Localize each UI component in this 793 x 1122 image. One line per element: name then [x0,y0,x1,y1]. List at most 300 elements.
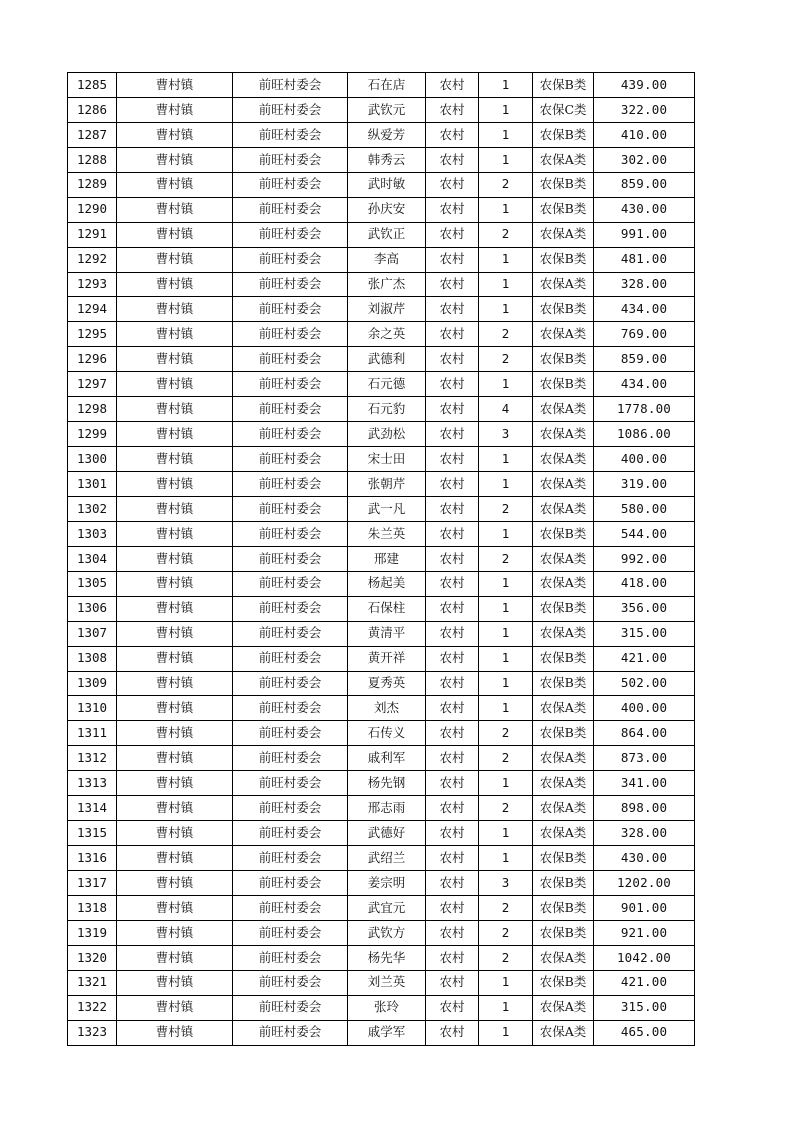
serial-number-cell: 1286 [68,97,117,122]
person-count-cell: 3 [479,871,533,896]
amount-cell: 992.00 [594,546,695,571]
amount-cell: 302.00 [594,147,695,172]
ledger-table [67,72,695,1046]
household-type-cell: 农村 [426,646,479,671]
amount-cell: 319.00 [594,472,695,497]
person-name-cell: 邢建 [348,546,426,571]
household-type-cell: 农村 [426,821,479,846]
village-cell: 前旺村委会 [233,447,348,472]
table-row [68,322,695,347]
village-cell: 前旺村委会 [233,821,348,846]
table-row [68,521,695,546]
category-cell: 农保A类 [533,147,594,172]
town-cell: 曹村镇 [117,871,233,896]
category-cell: 农保A类 [533,447,594,472]
category-cell: 农保B类 [533,721,594,746]
amount-cell: 859.00 [594,172,695,197]
amount-cell: 859.00 [594,347,695,372]
category-cell: 农保A类 [533,746,594,771]
category-cell: 农保A类 [533,546,594,571]
town-cell: 曹村镇 [117,172,233,197]
village-cell: 前旺村委会 [233,222,348,247]
category-cell: 农保B类 [533,297,594,322]
category-cell: 农保C类 [533,97,594,122]
person-name-cell: 石元豹 [348,397,426,422]
table-row [68,945,695,970]
person-name-cell: 余之英 [348,322,426,347]
village-cell: 前旺村委会 [233,1020,348,1045]
serial-number-cell: 1318 [68,895,117,920]
person-name-cell: 武钦元 [348,97,426,122]
category-cell: 农保B类 [533,521,594,546]
person-count-cell: 1 [479,97,533,122]
person-name-cell: 姜宗明 [348,871,426,896]
category-cell: 农保A类 [533,272,594,297]
person-name-cell: 武一凡 [348,496,426,521]
category-cell: 农保A类 [533,397,594,422]
household-type-cell: 农村 [426,147,479,172]
town-cell: 曹村镇 [117,721,233,746]
village-cell: 前旺村委会 [233,621,348,646]
table-row [68,472,695,497]
person-count-cell: 2 [479,945,533,970]
household-type-cell: 农村 [426,671,479,696]
serial-number-cell: 1312 [68,746,117,771]
household-type-cell: 农村 [426,447,479,472]
table-row [68,422,695,447]
table-row [68,920,695,945]
household-type-cell: 农村 [426,771,479,796]
village-cell: 前旺村委会 [233,671,348,696]
amount-cell: 873.00 [594,746,695,771]
amount-cell: 400.00 [594,696,695,721]
town-cell: 曹村镇 [117,447,233,472]
category-cell: 农保A类 [533,571,594,596]
table-row [68,671,695,696]
person-count-cell: 1 [479,197,533,222]
town-cell: 曹村镇 [117,945,233,970]
person-count-cell: 1 [479,73,533,98]
table-row [68,73,695,98]
category-cell: 农保A类 [533,1020,594,1045]
table-row [68,871,695,896]
household-type-cell: 农村 [426,945,479,970]
serial-number-cell: 1287 [68,122,117,147]
household-type-cell: 农村 [426,496,479,521]
amount-cell: 430.00 [594,197,695,222]
village-cell: 前旺村委会 [233,895,348,920]
household-type-cell: 农村 [426,970,479,995]
person-count-cell: 1 [479,771,533,796]
person-name-cell: 石元德 [348,372,426,397]
household-type-cell: 农村 [426,322,479,347]
table-row [68,122,695,147]
amount-cell: 434.00 [594,297,695,322]
village-cell: 前旺村委会 [233,322,348,347]
town-cell: 曹村镇 [117,272,233,297]
table-row [68,995,695,1020]
table-row [68,746,695,771]
household-type-cell: 农村 [426,372,479,397]
village-cell: 前旺村委会 [233,696,348,721]
village-cell: 前旺村委会 [233,796,348,821]
village-cell: 前旺村委会 [233,945,348,970]
amount-cell: 430.00 [594,846,695,871]
person-name-cell: 韩秀云 [348,147,426,172]
person-name-cell: 黄清平 [348,621,426,646]
town-cell: 曹村镇 [117,422,233,447]
table-row [68,796,695,821]
village-cell: 前旺村委会 [233,147,348,172]
table-row [68,247,695,272]
person-count-cell: 2 [479,222,533,247]
table-row [68,596,695,621]
table-row [68,771,695,796]
table-row [68,372,695,397]
ledger-body [68,73,695,1046]
amount-cell: 434.00 [594,372,695,397]
person-name-cell: 黄开祥 [348,646,426,671]
household-type-cell: 农村 [426,621,479,646]
village-cell: 前旺村委会 [233,871,348,896]
household-type-cell: 农村 [426,422,479,447]
serial-number-cell: 1305 [68,571,117,596]
household-type-cell: 农村 [426,920,479,945]
amount-cell: 356.00 [594,596,695,621]
person-name-cell: 戚利军 [348,746,426,771]
person-count-cell: 1 [479,472,533,497]
serial-number-cell: 1289 [68,172,117,197]
table-row [68,571,695,596]
table-row [68,496,695,521]
amount-cell: 322.00 [594,97,695,122]
household-type-cell: 农村 [426,172,479,197]
category-cell: 农保A类 [533,796,594,821]
household-type-cell: 农村 [426,796,479,821]
town-cell: 曹村镇 [117,97,233,122]
person-count-cell: 1 [479,821,533,846]
town-cell: 曹村镇 [117,571,233,596]
household-type-cell: 农村 [426,871,479,896]
village-cell: 前旺村委会 [233,97,348,122]
serial-number-cell: 1313 [68,771,117,796]
household-type-cell: 农村 [426,272,479,297]
town-cell: 曹村镇 [117,895,233,920]
household-type-cell: 农村 [426,895,479,920]
town-cell: 曹村镇 [117,796,233,821]
person-count-cell: 1 [479,247,533,272]
household-type-cell: 农村 [426,846,479,871]
amount-cell: 991.00 [594,222,695,247]
person-count-cell: 3 [479,422,533,447]
person-name-cell: 武绍兰 [348,846,426,871]
person-name-cell: 张朝芹 [348,472,426,497]
person-count-cell: 2 [479,496,533,521]
person-name-cell: 刘杰 [348,696,426,721]
amount-cell: 1778.00 [594,397,695,422]
serial-number-cell: 1319 [68,920,117,945]
village-cell: 前旺村委会 [233,746,348,771]
serial-number-cell: 1310 [68,696,117,721]
person-count-cell: 1 [479,621,533,646]
person-count-cell: 1 [479,272,533,297]
town-cell: 曹村镇 [117,546,233,571]
person-count-cell: 2 [479,920,533,945]
serial-number-cell: 1304 [68,546,117,571]
person-name-cell: 戚学军 [348,1020,426,1045]
amount-cell: 1042.00 [594,945,695,970]
person-count-cell: 2 [479,721,533,746]
person-name-cell: 朱兰英 [348,521,426,546]
serial-number-cell: 1311 [68,721,117,746]
town-cell: 曹村镇 [117,347,233,372]
household-type-cell: 农村 [426,122,479,147]
amount-cell: 315.00 [594,995,695,1020]
person-name-cell: 石传义 [348,721,426,746]
village-cell: 前旺村委会 [233,272,348,297]
table-row [68,821,695,846]
category-cell: 农保A类 [533,995,594,1020]
serial-number-cell: 1321 [68,970,117,995]
person-name-cell: 张广杰 [348,272,426,297]
person-count-cell: 1 [479,122,533,147]
household-type-cell: 农村 [426,73,479,98]
household-type-cell: 农村 [426,746,479,771]
table-row [68,621,695,646]
person-count-cell: 1 [479,297,533,322]
village-cell: 前旺村委会 [233,920,348,945]
table-row [68,846,695,871]
village-cell: 前旺村委会 [233,846,348,871]
village-cell: 前旺村委会 [233,197,348,222]
town-cell: 曹村镇 [117,247,233,272]
amount-cell: 1086.00 [594,422,695,447]
table-row [68,397,695,422]
serial-number-cell: 1323 [68,1020,117,1045]
category-cell: 农保B类 [533,970,594,995]
person-name-cell: 石在店 [348,73,426,98]
serial-number-cell: 1308 [68,646,117,671]
household-type-cell: 农村 [426,596,479,621]
village-cell: 前旺村委会 [233,247,348,272]
person-count-cell: 2 [479,746,533,771]
category-cell: 农保B类 [533,596,594,621]
serial-number-cell: 1292 [68,247,117,272]
amount-cell: 315.00 [594,621,695,646]
table-row [68,197,695,222]
village-cell: 前旺村委会 [233,496,348,521]
person-name-cell: 邢志雨 [348,796,426,821]
household-type-cell: 农村 [426,97,479,122]
category-cell: 农保A类 [533,222,594,247]
town-cell: 曹村镇 [117,1020,233,1045]
town-cell: 曹村镇 [117,846,233,871]
town-cell: 曹村镇 [117,771,233,796]
village-cell: 前旺村委会 [233,546,348,571]
town-cell: 曹村镇 [117,920,233,945]
person-name-cell: 杨先华 [348,945,426,970]
town-cell: 曹村镇 [117,995,233,1020]
person-name-cell: 纵爱芳 [348,122,426,147]
village-cell: 前旺村委会 [233,596,348,621]
amount-cell: 544.00 [594,521,695,546]
person-name-cell: 刘兰英 [348,970,426,995]
serial-number-cell: 1294 [68,297,117,322]
amount-cell: 901.00 [594,895,695,920]
serial-number-cell: 1306 [68,596,117,621]
household-type-cell: 农村 [426,397,479,422]
serial-number-cell: 1303 [68,521,117,546]
category-cell: 农保B类 [533,846,594,871]
amount-cell: 400.00 [594,447,695,472]
amount-cell: 421.00 [594,646,695,671]
household-type-cell: 农村 [426,1020,479,1045]
table-row [68,297,695,322]
amount-cell: 1202.00 [594,871,695,896]
category-cell: 农保A类 [533,472,594,497]
household-type-cell: 农村 [426,347,479,372]
serial-number-cell: 1309 [68,671,117,696]
household-type-cell: 农村 [426,546,479,571]
category-cell: 农保A类 [533,945,594,970]
table-row [68,347,695,372]
village-cell: 前旺村委会 [233,771,348,796]
table-row [68,546,695,571]
person-count-cell: 1 [479,521,533,546]
person-name-cell: 李高 [348,247,426,272]
amount-cell: 580.00 [594,496,695,521]
town-cell: 曹村镇 [117,122,233,147]
town-cell: 曹村镇 [117,970,233,995]
amount-cell: 864.00 [594,721,695,746]
person-count-cell: 1 [479,1020,533,1045]
town-cell: 曹村镇 [117,646,233,671]
category-cell: 农保A类 [533,696,594,721]
serial-number-cell: 1288 [68,147,117,172]
category-cell: 农保B类 [533,671,594,696]
category-cell: 农保B类 [533,871,594,896]
person-count-cell: 2 [479,796,533,821]
table-row [68,970,695,995]
person-count-cell: 1 [479,846,533,871]
serial-number-cell: 1285 [68,73,117,98]
category-cell: 农保A类 [533,821,594,846]
town-cell: 曹村镇 [117,147,233,172]
village-cell: 前旺村委会 [233,297,348,322]
town-cell: 曹村镇 [117,73,233,98]
household-type-cell: 农村 [426,696,479,721]
household-type-cell: 农村 [426,297,479,322]
amount-cell: 898.00 [594,796,695,821]
amount-cell: 328.00 [594,821,695,846]
household-type-cell: 农村 [426,721,479,746]
village-cell: 前旺村委会 [233,397,348,422]
person-name-cell: 武钦正 [348,222,426,247]
person-count-cell: 1 [479,696,533,721]
amount-cell: 769.00 [594,322,695,347]
person-name-cell: 武钦方 [348,920,426,945]
person-count-cell: 2 [479,546,533,571]
category-cell: 农保B类 [533,73,594,98]
village-cell: 前旺村委会 [233,172,348,197]
town-cell: 曹村镇 [117,671,233,696]
serial-number-cell: 1296 [68,347,117,372]
table-row [68,222,695,247]
person-name-cell: 武劲松 [348,422,426,447]
amount-cell: 421.00 [594,970,695,995]
serial-number-cell: 1314 [68,796,117,821]
town-cell: 曹村镇 [117,197,233,222]
serial-number-cell: 1291 [68,222,117,247]
amount-cell: 481.00 [594,247,695,272]
village-cell: 前旺村委会 [233,73,348,98]
table-row [68,172,695,197]
household-type-cell: 农村 [426,521,479,546]
category-cell: 农保B类 [533,920,594,945]
serial-number-cell: 1320 [68,945,117,970]
town-cell: 曹村镇 [117,397,233,422]
serial-number-cell: 1316 [68,846,117,871]
town-cell: 曹村镇 [117,322,233,347]
table-row [68,721,695,746]
category-cell: 农保A类 [533,422,594,447]
serial-number-cell: 1297 [68,372,117,397]
table-row [68,272,695,297]
town-cell: 曹村镇 [117,746,233,771]
household-type-cell: 农村 [426,995,479,1020]
person-count-cell: 1 [479,596,533,621]
category-cell: 农保B类 [533,646,594,671]
category-cell: 农保A类 [533,621,594,646]
person-name-cell: 武时敏 [348,172,426,197]
person-count-cell: 4 [479,397,533,422]
table-row [68,447,695,472]
category-cell: 农保B类 [533,247,594,272]
village-cell: 前旺村委会 [233,970,348,995]
category-cell: 农保B类 [533,347,594,372]
amount-cell: 439.00 [594,73,695,98]
person-name-cell: 孙庆安 [348,197,426,222]
serial-number-cell: 1317 [68,871,117,896]
serial-number-cell: 1290 [68,197,117,222]
amount-cell: 418.00 [594,571,695,596]
town-cell: 曹村镇 [117,521,233,546]
town-cell: 曹村镇 [117,222,233,247]
table-row [68,147,695,172]
person-count-cell: 1 [479,671,533,696]
table-row [68,696,695,721]
person-name-cell: 武德好 [348,821,426,846]
table-row [68,97,695,122]
amount-cell: 328.00 [594,272,695,297]
category-cell: 农保B类 [533,372,594,397]
person-count-cell: 1 [479,571,533,596]
village-cell: 前旺村委会 [233,571,348,596]
person-count-cell: 1 [479,372,533,397]
category-cell: 农保B类 [533,122,594,147]
village-cell: 前旺村委会 [233,372,348,397]
town-cell: 曹村镇 [117,821,233,846]
town-cell: 曹村镇 [117,472,233,497]
serial-number-cell: 1295 [68,322,117,347]
person-name-cell: 夏秀英 [348,671,426,696]
village-cell: 前旺村委会 [233,521,348,546]
town-cell: 曹村镇 [117,596,233,621]
serial-number-cell: 1302 [68,496,117,521]
amount-cell: 502.00 [594,671,695,696]
serial-number-cell: 1300 [68,447,117,472]
household-type-cell: 农村 [426,197,479,222]
